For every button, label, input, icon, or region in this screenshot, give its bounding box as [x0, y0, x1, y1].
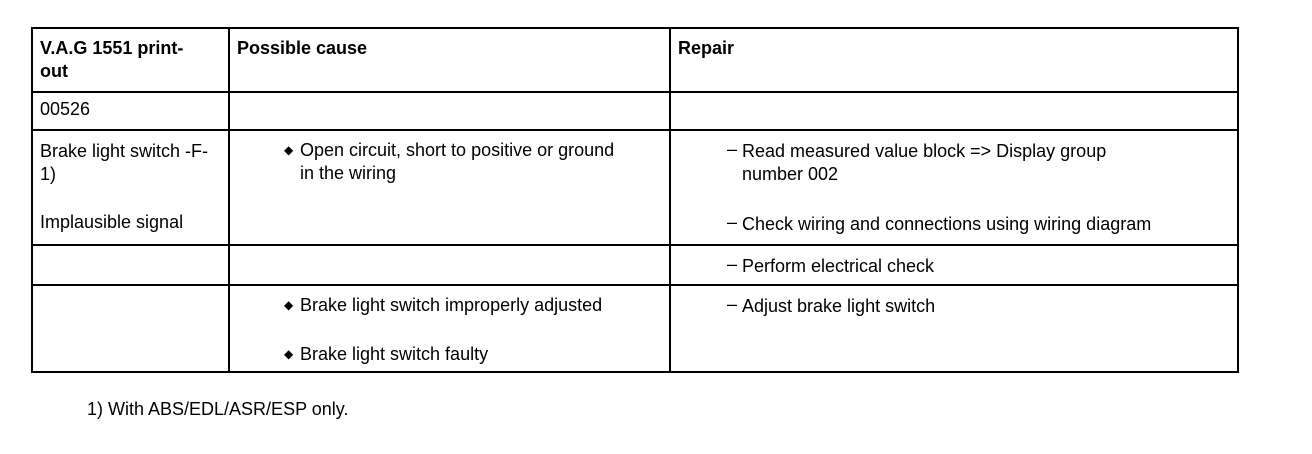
- diamond-bullet-icon: ◆: [284, 143, 294, 157]
- cause-cell: [229, 285, 670, 372]
- fault-table: [31, 27, 1239, 373]
- empty-cell: [32, 245, 229, 285]
- repair-text: Perform electrical check: [742, 256, 935, 276]
- cause-cell: [229, 130, 670, 245]
- repair-list: [671, 131, 1237, 236]
- header-repair-label: Repair: [678, 38, 735, 58]
- list-item: [284, 343, 669, 366]
- cause-text: Brake light switch improperly adjusted: [300, 295, 603, 315]
- list-item: [727, 139, 1132, 186]
- table-row-fault-code: [32, 92, 1238, 130]
- empty-cell: [229, 245, 670, 285]
- list-item: [727, 212, 1237, 236]
- diamond-bullet-icon: ◆: [284, 298, 294, 312]
- repair-cell: [670, 245, 1238, 285]
- repair-text: Read measured value block => Display group number 002: [742, 141, 1107, 184]
- empty-cell: [32, 285, 229, 372]
- cause-list: [230, 286, 669, 366]
- repair-cell: [670, 285, 1238, 372]
- repair-text: Check wiring and connections using wiring diagram: [742, 214, 1152, 234]
- list-item: [727, 254, 1237, 278]
- repair-list: [671, 246, 1237, 278]
- repair-text: Adjust brake light switch: [742, 296, 936, 316]
- table-row-switch-adjust: [32, 285, 1238, 372]
- component-cell: [32, 130, 229, 245]
- table-header-row: [32, 28, 1238, 92]
- repair-cell: [670, 130, 1238, 245]
- empty-cell: [229, 92, 670, 130]
- repair-list: [671, 286, 1237, 318]
- footnote: 1) With ABS/EDL/ASR/ESP only.: [87, 399, 349, 419]
- fault-code-cell: [32, 92, 229, 130]
- header-printout: [32, 28, 229, 92]
- dash-bullet-icon: –: [727, 254, 738, 274]
- diamond-bullet-icon: ◆: [284, 347, 294, 361]
- table-row-electrical-check: [32, 245, 1238, 285]
- cause-text: Brake light switch faulty: [300, 344, 489, 364]
- dash-bullet-icon: –: [727, 139, 738, 159]
- list-item: [727, 294, 1237, 318]
- cause-text: Open circuit, short to positive or ground in the wiring: [300, 140, 615, 183]
- dash-bullet-icon: –: [727, 212, 738, 232]
- signal-text: Implausible signal: [40, 212, 184, 232]
- header-cause-label: Possible cause: [237, 38, 368, 58]
- component-name: Brake light switch -F-1): [40, 141, 209, 184]
- fault-code: 00526: [40, 99, 91, 119]
- header-printout-label: V.A.G 1551 print-out: [40, 38, 184, 81]
- dash-bullet-icon: –: [727, 294, 738, 314]
- header-cause: [229, 28, 670, 92]
- list-item: [284, 139, 620, 185]
- empty-cell: [670, 92, 1238, 130]
- table-row-brake-switch: [32, 130, 1238, 245]
- header-repair: [670, 28, 1238, 92]
- list-item: [284, 294, 669, 317]
- cause-list: [230, 131, 669, 185]
